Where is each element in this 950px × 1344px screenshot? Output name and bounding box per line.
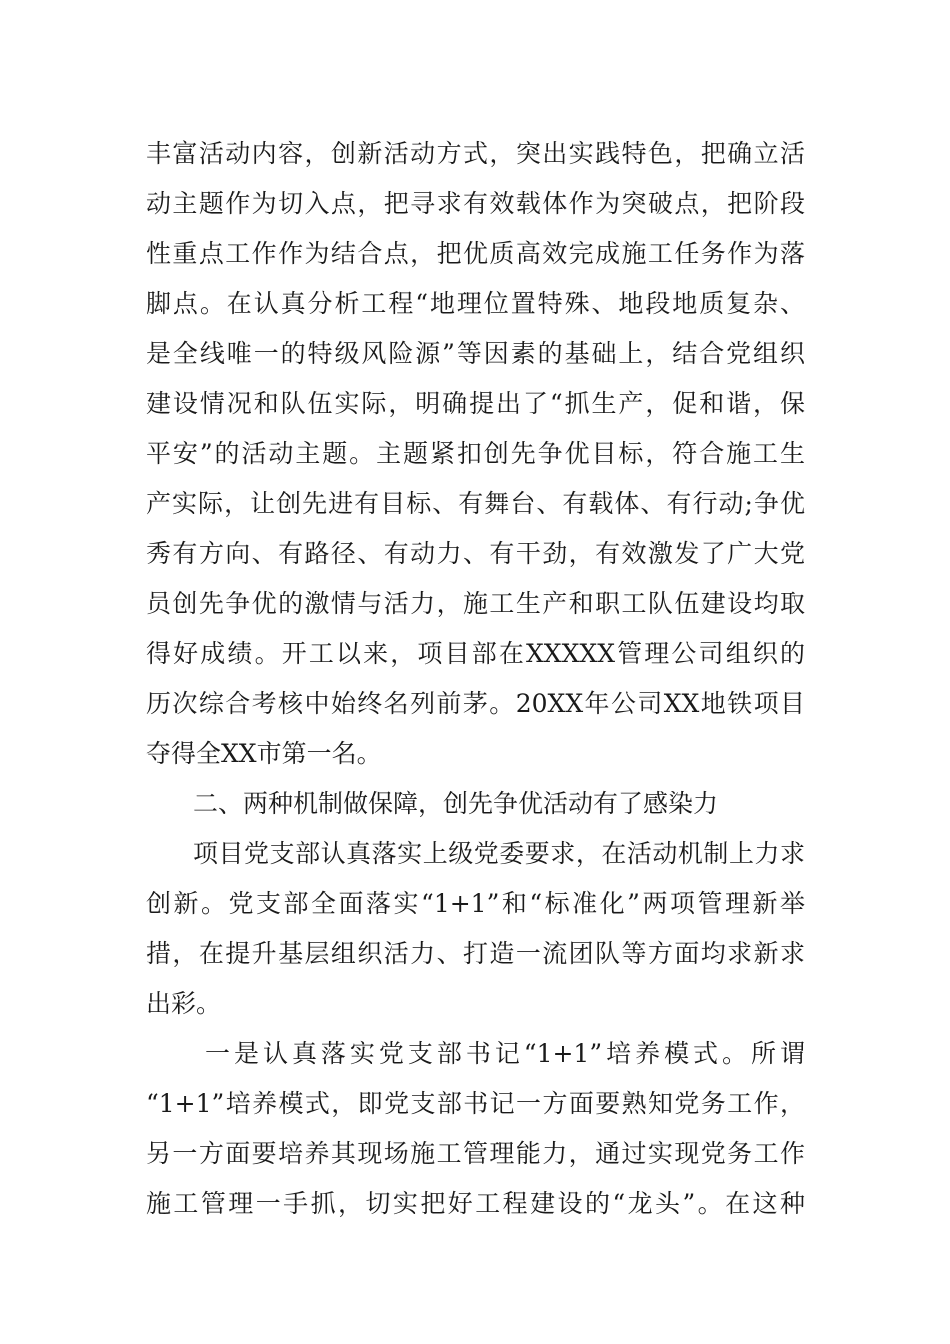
text-line: 丰富活动内容，创新活动方式，突出实践特色，把确立活 bbox=[146, 139, 805, 168]
text-line: 产实际，让创先进有目标、有舞台、有载体、有行动;争优 bbox=[146, 489, 805, 518]
text-line: 平安”的活动主题。主题紧扣创先争优目标，符合施工生 bbox=[146, 439, 805, 468]
text-line: “1+1”培养模式，即党支部书记一方面要熟知党务工作， bbox=[146, 1089, 805, 1118]
text-line: 脚点。在认真分析工程“地理位置特殊、地段地质复杂、 bbox=[146, 289, 805, 318]
text-line: 措，在提升基层组织活力、打造一流团队等方面均求新求 bbox=[146, 939, 805, 968]
text-line: 是全线唯一的特级风险源”等因素的基础上，结合党组织 bbox=[146, 339, 805, 368]
text-line: 员创先争优的激情与活力，施工生产和职工队伍建设均取 bbox=[146, 589, 805, 618]
text-line: 夺得全XX市第一名。 bbox=[146, 739, 382, 768]
text-line: 项目党支部认真落实上级党委要求，在活动机制上力求 bbox=[193, 839, 805, 868]
text-line: 性重点工作作为结合点，把优质高效完成施工任务作为落 bbox=[146, 239, 805, 268]
text-line: 另一方面要培养其现场施工管理能力，通过实现党务工作 bbox=[146, 1139, 805, 1168]
text-line: 得好成绩。开工以来，项目部在XXXXX管理公司组织的 bbox=[146, 639, 805, 668]
text-line: 建设情况和队伍实际，明确提出了“抓生产，促和谐，保 bbox=[146, 389, 805, 418]
text-line: 动主题作为切入点，把寻求有效载体作为突破点，把阶段 bbox=[146, 189, 805, 218]
text-line: 秀有方向、有路径、有动力、有干劲，有效激发了广大党 bbox=[146, 539, 805, 568]
text-line: 创新。党支部全面落实“1+1”和“标准化”两项管理新举 bbox=[146, 889, 805, 918]
text-line: 出彩。 bbox=[146, 989, 222, 1018]
text-line: 历次综合考核中始终名列前茅。20XX年公司XX地铁项目 bbox=[146, 689, 805, 718]
section-heading: 二、两种机制做保障，创先争优活动有了感染力 bbox=[193, 789, 719, 818]
text-line: 施工管理一手抓，切实把好工程建设的“龙头”。在这种 bbox=[146, 1189, 805, 1218]
text-line: 一是认真落实党支部书记“1+1”培养模式。所谓 bbox=[205, 1039, 805, 1068]
